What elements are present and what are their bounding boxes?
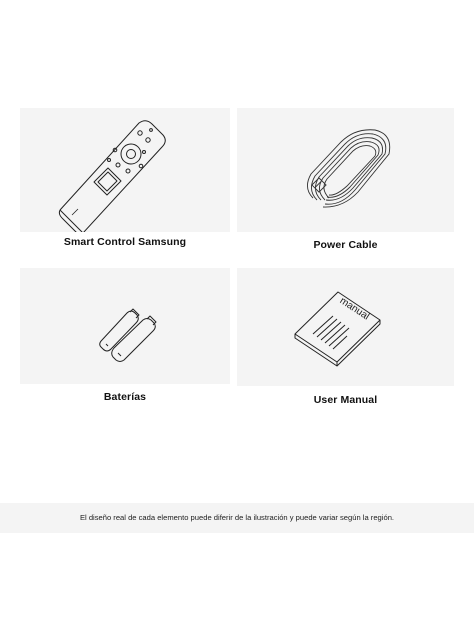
item-label-remote: Smart Control Samsung <box>63 236 187 248</box>
item-card-power-cable <box>237 108 454 232</box>
disclaimer-text: El diseño real de cada elemento puede diferir de la ilustración y puede variar según la región. <box>79 513 395 522</box>
user-manual-icon <box>237 268 454 386</box>
item-card-remote <box>20 108 230 232</box>
power-cable-icon <box>237 108 454 232</box>
batteries-icon <box>20 268 230 384</box>
disclaimer-bar <box>0 503 474 533</box>
remote-control-icon <box>20 108 230 232</box>
item-label-batteries: Baterías <box>103 391 147 403</box>
manual-cover-title: manual <box>337 295 372 323</box>
item-label-power-cable: Power Cable <box>313 239 378 251</box>
item-label-user-manual: User Manual <box>313 394 378 406</box>
item-card-batteries <box>20 268 230 384</box>
item-card-user-manual <box>237 268 454 386</box>
